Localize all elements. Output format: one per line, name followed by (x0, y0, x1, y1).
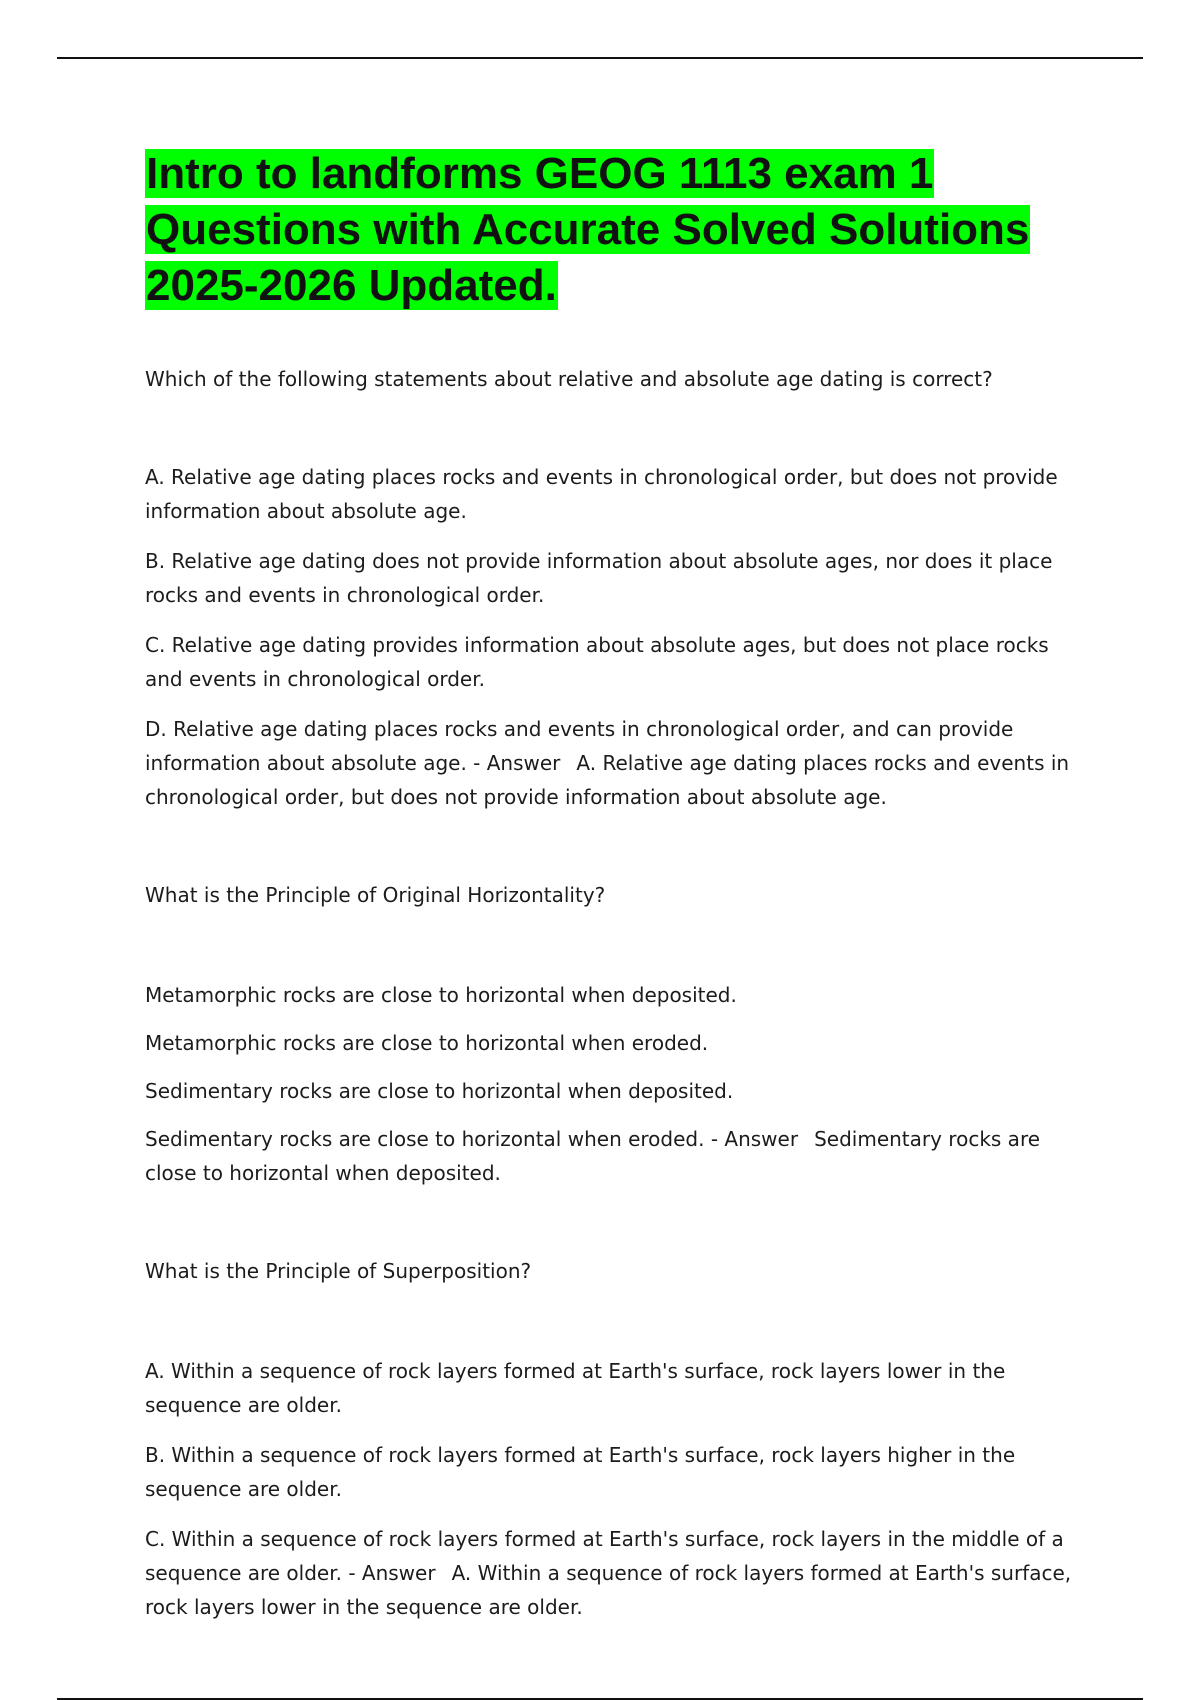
option-with-answer (145, 1122, 1090, 1190)
option-item: Sedimentary rocks are close to horizontal when eroded. - Answer (145, 1127, 799, 1151)
answer-text: A. Relative age dating places rocks and events in chronological order, but does not provide information about absolute age. (145, 751, 1070, 809)
option-item: Metamorphic rocks are close to horizontal when deposited. (145, 983, 737, 1007)
question-text: What is the Principle of Original Horizontality? (145, 883, 606, 907)
answer-text: A. Within a sequence of rock layers formed at Earth's surface, rock layers lower in the sequence are older. (145, 1561, 1072, 1619)
option-item: C. Within a sequence of rock layers formed at Earth's surface, rock layers in the middle of a sequence are older. - Answer (145, 1527, 1064, 1585)
option-item: B. Relative age dating does not provide information about absolute ages, nor does it place rocks and events in chronological order. (145, 549, 1053, 607)
document-body (145, 146, 1090, 1640)
option-with-answer (145, 712, 1090, 814)
question-text: What is the Principle of Superposition? (145, 1259, 532, 1283)
options-list (145, 978, 1090, 1190)
options-list (145, 1354, 1090, 1624)
options-list (145, 460, 1090, 814)
option-item: D. Relative age dating places rocks and events in chronological order, and can provide information about absolute age. - Answer (145, 717, 1014, 775)
answer-text: Sedimentary rocks are close to horizontal when deposited. (145, 1127, 1041, 1185)
question-text: Which of the following statements about relative and absolute age dating is correct? (145, 367, 993, 391)
question-block-2 (145, 878, 1090, 1190)
question-block-3 (145, 1254, 1090, 1624)
option-item: Metamorphic rocks are close to horizontal when eroded. (145, 1031, 709, 1055)
option-with-answer (145, 1522, 1090, 1624)
top-rule (57, 57, 1143, 59)
option-item: B. Within a sequence of rock layers formed at Earth's surface, rock layers higher in the sequence are older. (145, 1443, 1016, 1501)
option-item: Sedimentary rocks are close to horizontal when deposited. (145, 1079, 734, 1103)
option-item: A. Within a sequence of rock layers formed at Earth's surface, rock layers lower in the sequence are older. (145, 1359, 1006, 1417)
question-block-1 (145, 362, 1090, 814)
document-title (145, 146, 1090, 314)
option-item: A. Relative age dating places rocks and events in chronological order, but does not provide information about absolute age. (145, 465, 1058, 523)
option-item: C. Relative age dating provides information about absolute ages, but does not place rocks and events in chronological order. (145, 633, 1049, 691)
title-highlight: Intro to landforms GEOG 1113 exam 1 Questions with Accurate Solved Solutions 2025-2026 Updated. (146, 149, 1030, 310)
